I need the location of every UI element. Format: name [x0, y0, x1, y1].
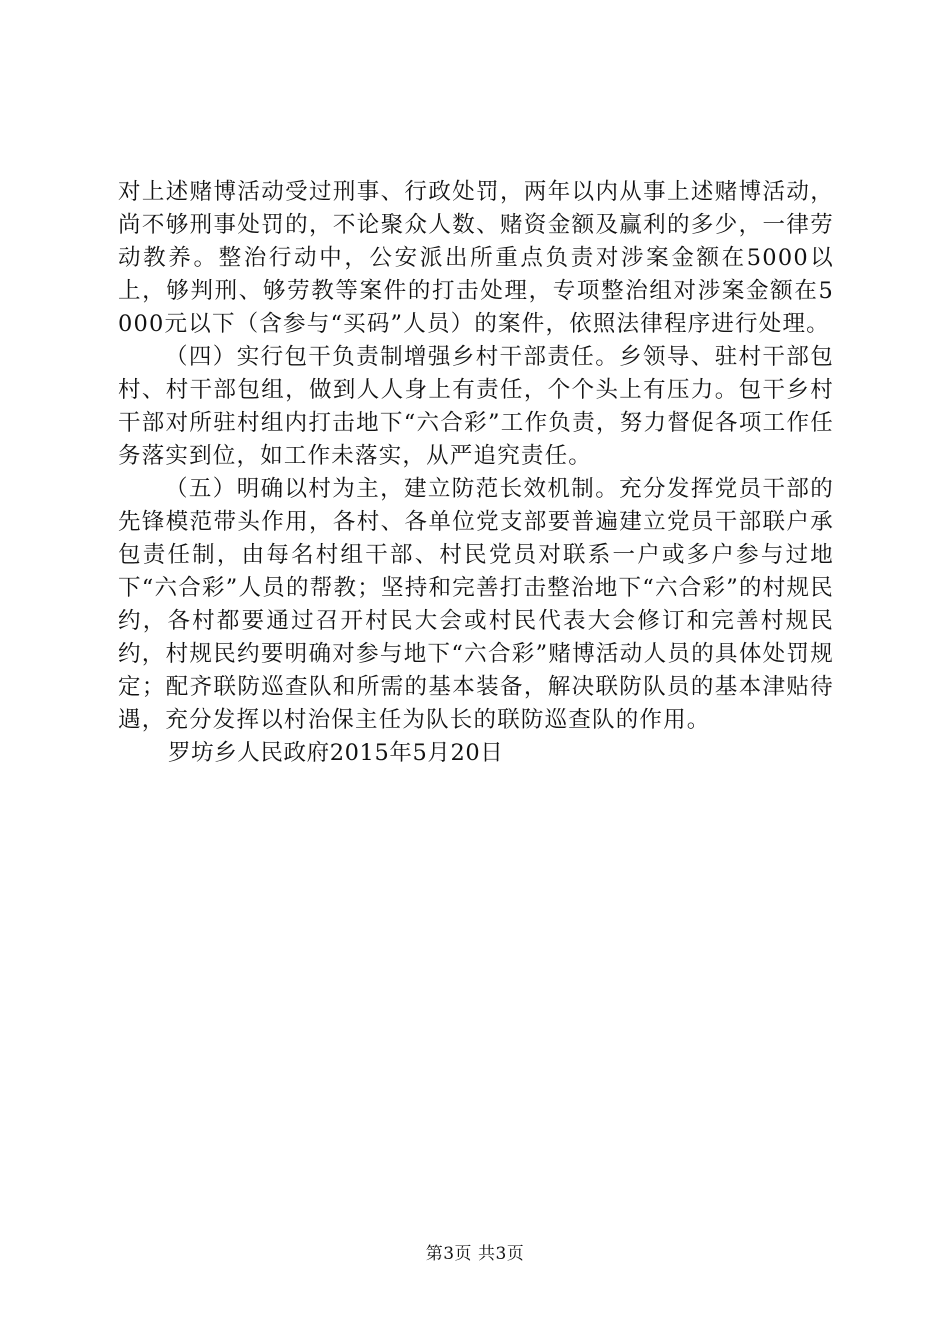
paragraph-continuation: 对上述赌博活动受过刑事、行政处罚，两年以内从事上述赌博活动，尚不够刑事处罚的，不论聚众人数、赌资金额及赢利的多少，一律劳动教养。整治行动中，公安派出所重点负责对涉案金额在5000以上，够判刑、够劳教等案件的打击处理，专项整治组对涉案金额在5000元以下（含参与“买码”人员）的案件，依照法律程序进行处理。 — [118, 179, 834, 337]
signature-line: 罗坊乡人民政府2015年5月20日 — [168, 740, 504, 766]
document-body — [118, 176, 834, 770]
page-footer: 第3页 共3页 — [425, 1244, 525, 1264]
paragraph-section-five: （五）明确以村为主，建立防范长效机制。充分发挥党员干部的先锋模范带头作用，各村、各单位党支部要普遍建立党员干部联户承包责任制，由每名村组干部、村民党员对联系一户或多户参与过地下“六合彩”人员的帮教；坚持和完善打击整治地下“六合彩”的村规民约，各村都要通过召开村民大会或村民代表大会修订和完善村规民约，村规民约要明确对参与地下“六合彩”赌博活动人员的具体处罚规定；配齐联防巡查队和所需的基本装备，解决联防队员的基本津贴待遇，充分发挥以村治保主任为队长的联防巡查队的作用。 — [118, 476, 834, 733]
paragraph-section-four: （四）实行包干负责制增强乡村干部责任。乡领导、驻村干部包村、村干部包组，做到人人身上有责任，个个头上有压力。包干乡村干部对所驻村组内打击地下“六合彩”工作负责，努力督促各项工作任务落实到位，如工作未落实，从严追究责任。 — [118, 344, 834, 469]
